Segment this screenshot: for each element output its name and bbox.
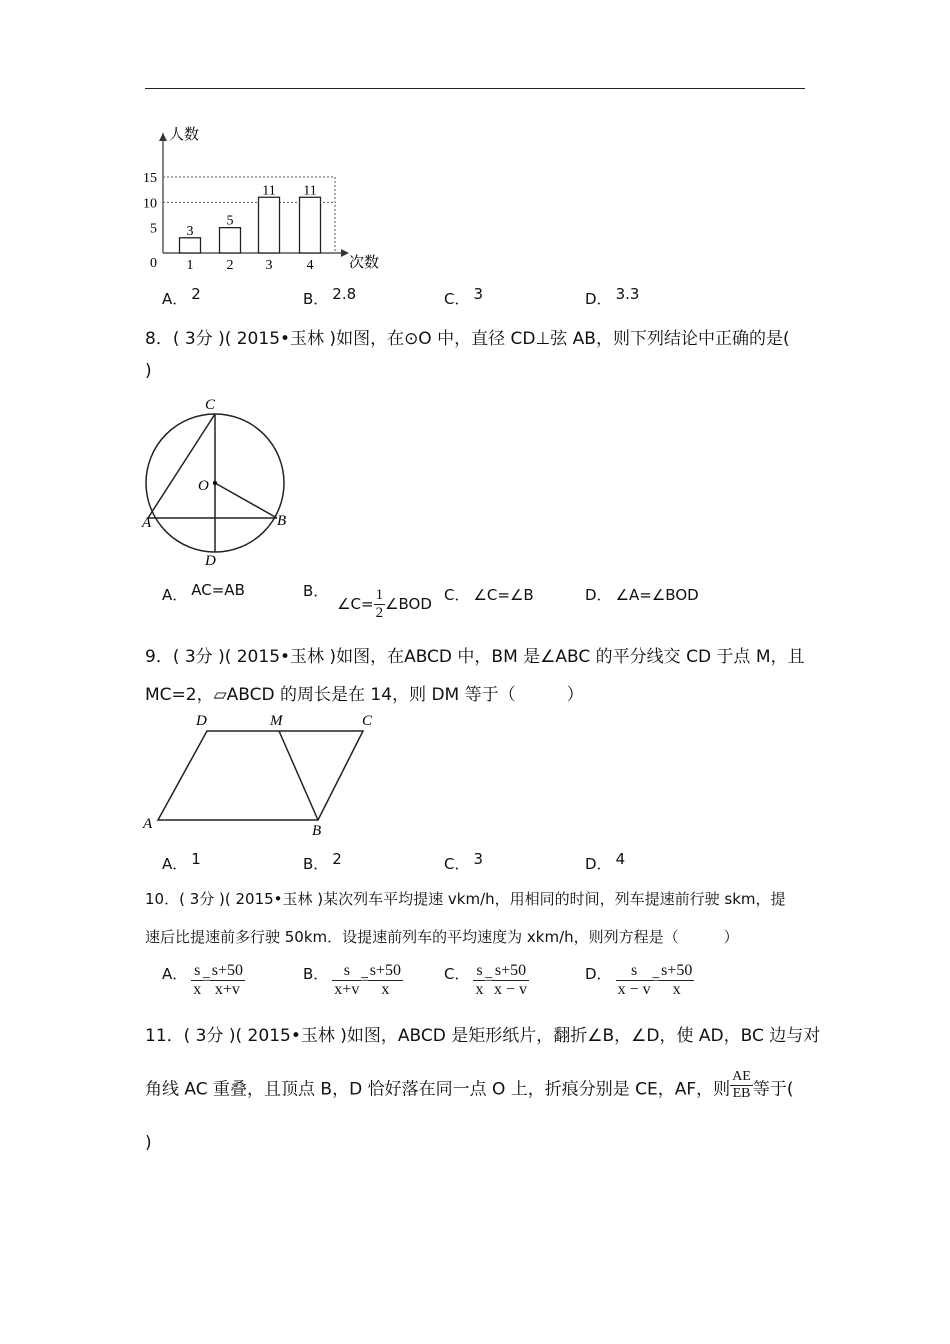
y-tick-label: 5	[150, 221, 157, 237]
ae-over-eb-fraction: $\frac{AE}{EB}$	[732, 1069, 751, 1101]
y-tick-label: 10	[143, 196, 157, 212]
q8-option-d[interactable]: D． ∠A=∠BOD	[585, 586, 699, 604]
q10-stem-line2: 速后比提速前多行驶 50km．设提速前列车的平均速度为 xkm/h，则列方程是（ ）	[145, 928, 739, 946]
q9-stem-line1: 9．( 3分 )( 2015•玉林 )如图，在ABCD 中，BM 是∠ABC 的平分线交 CD 于点 M，且	[145, 647, 805, 667]
label-c: C	[205, 397, 216, 413]
bar	[259, 197, 280, 253]
bar-data-label: 3	[186, 223, 194, 239]
q11-stem-line1: 11．( 3分 )( 2015•玉林 )如图，ABCD 是矩形纸片，翻折∠B，∠D，使 AD，BC 边与对	[145, 1026, 821, 1046]
q9-option-d[interactable]: D． 4	[585, 850, 626, 873]
bar-data-label: 11	[262, 183, 276, 199]
bar	[220, 228, 241, 253]
y-tick-label: 0	[150, 256, 157, 271]
y-axis-title: 人数	[169, 127, 200, 143]
q10-option-c[interactable]: C． $\frac{s}{x}$ = $\frac{s+50}{x - v}$	[444, 962, 527, 998]
q11-stem-line2	[145, 1069, 794, 1105]
q10-stem-line1: 10．( 3分 )( 2015•玉林 )某次列车平均提速 vkm/h，用相同的时间，列车提速前行驶 skm，提	[145, 890, 786, 908]
x-axis-arrow	[341, 249, 349, 257]
bar-data-label: 5	[226, 213, 234, 229]
x-tick-label: 2	[226, 258, 234, 273]
x-tick-label: 3	[265, 258, 273, 273]
bar-chart	[135, 120, 395, 280]
q11-line2-tail: 等于(	[752, 1079, 794, 1100]
q10-option-d[interactable]: D． $\frac{s}{x - v}$ = $\frac{s+50}{x}$	[585, 962, 693, 998]
bar	[180, 238, 201, 253]
circle-diagram	[138, 394, 298, 569]
q7-option-c[interactable]: C． 3	[444, 285, 484, 308]
label-m: M	[270, 713, 283, 729]
q9-stem-line2: MC=2，▱ABCD 的周长是在 14，则 DM 等于（ ）	[145, 685, 584, 705]
q8-option-b[interactable]: B． ∠C= $\frac{1}{2}$ ∠BOD	[303, 582, 432, 621]
q10-option-a[interactable]: A． $\frac{s}{x}$ = $\frac{s+50}{x+v}$	[162, 962, 243, 998]
q8-stem-line1: 8．( 3分 )( 2015•玉林 )如图，在⊙O 中，直径 CD⊥弦 AB，则下列结论中正确的是(	[145, 329, 790, 349]
x-tick-label: 4	[306, 258, 314, 273]
q7-option-b[interactable]: B． 2.8	[303, 285, 357, 308]
q9-option-b[interactable]: B． 2	[303, 850, 342, 873]
label-d: D	[196, 713, 207, 729]
bar	[300, 197, 321, 253]
q7-option-a[interactable]: A． 2	[162, 285, 201, 308]
label-c: C	[362, 713, 373, 729]
q9-option-c[interactable]: C． 3	[444, 850, 484, 873]
top-divider	[145, 88, 805, 89]
label-d: D	[205, 553, 216, 569]
x-axis-title: 次数	[349, 255, 380, 271]
label-a: A	[142, 515, 152, 531]
bar-data-label: 11	[303, 183, 317, 199]
q7-option-d[interactable]: D． 3.3	[585, 285, 640, 308]
q9-option-a[interactable]: A． 1	[162, 850, 201, 873]
y-axis-arrow	[159, 133, 167, 141]
q11-stem-line3: )	[145, 1133, 152, 1153]
q8-option-c[interactable]: C． ∠C=∠B	[444, 586, 534, 604]
parallelogram-diagram	[140, 710, 380, 842]
q8-stem-line2: )	[145, 361, 152, 381]
label-o: O	[198, 478, 209, 494]
y-tick-label: 15	[143, 171, 157, 186]
label-b: B	[277, 513, 287, 529]
q8-option-a[interactable]: A． AC=AB	[162, 581, 245, 604]
q10-option-b[interactable]: B． $\frac{s}{x+v}$ = $\frac{s+50}{x}$	[303, 962, 402, 998]
q11-line2-text: 角线 AC 重叠，且顶点 B，D 恰好落在同一点 O 上，折痕分别是 CE，AF，则	[145, 1079, 731, 1100]
label-a: A	[143, 816, 153, 832]
x-tick-label: 1	[186, 258, 194, 273]
label-b: B	[312, 823, 322, 839]
